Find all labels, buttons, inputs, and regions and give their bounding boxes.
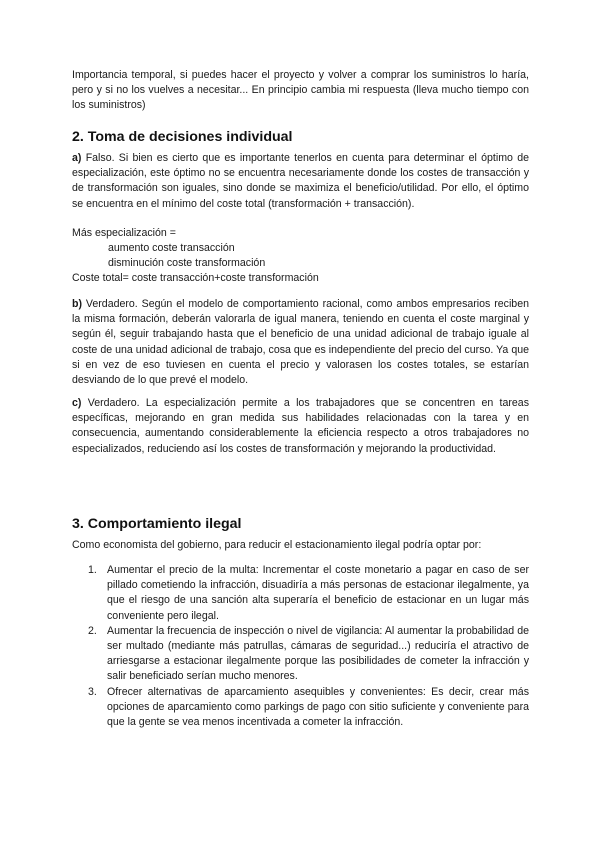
answer-b-paragraph <box>72 297 529 388</box>
answer-c-text: Verdadero. La especialización permite a los trabajadores que se concentren en tareas específicas, mejorando en gran medida sus habilidades relacionadas con la tarea y en consecuencia, aumentando considerablemente la eficiencia respecto a otros trabajadores no especializados, reduciendo así los costes de transformación y mejorando la productividad. <box>72 397 529 455</box>
section-2-heading: 2. Toma de decisiones individual <box>72 129 293 145</box>
list-item-text: Ofrecer alternativas de aparcamiento asequibles y convenientes: Es decir, crear más opciones de aparcamiento como parkings de pago con sitio suficiente y conveniente para que la gente se vea menos incentivada a cometer la infracción. <box>107 685 529 729</box>
formula-line-1: Más especialización = <box>72 227 176 239</box>
list-item-text: Aumentar la frecuencia de inspección o nivel de vigilancia: Al aumentar la probabilidad de ser multado (mediante más patrullas, cámaras de seguridad...) reduciría el atractivo de arriesgarse a estacionar ilegalmente porque las posibilidades de cometer la infracción y salir beneficiado serían mucho menores. <box>107 624 529 683</box>
section-3-heading: 3. Comportamiento ilegal <box>72 516 242 532</box>
list-item-number: 2. <box>88 624 97 637</box>
answer-c-label: c) <box>72 397 82 409</box>
section-3-lead: Como economista del gobierno, para reducir el estacionamiento ilegal podría optar por: <box>72 539 482 551</box>
list-item <box>72 624 529 685</box>
formula-line-4: Coste total= coste transacción+coste transformación <box>72 272 319 284</box>
list-item-number: 1. <box>88 564 97 576</box>
answer-b-text: Verdadero. Según el modelo de comportamiento racional, como ambos empresarios reciben la misma formación, deberán valorarla de igual manera, teniendo en cuenta el coste marginal y según él, seguir trabajando hasta que el beneficio de una unidad adicional de trabajo iguale al coste de una unidad adicional de trabajo, cosa que es independiente del precio del curso. Ya que si en vez de eso tuviesen en cuenta el precio y valorasen los costes totales, se estarían desviando de lo que prevé el modelo. <box>72 298 529 387</box>
list-item <box>72 685 529 731</box>
list-item-number: 3. <box>88 685 97 698</box>
answer-a-label: a) <box>72 152 82 164</box>
formula-line-2: aumento coste transacción <box>108 242 235 254</box>
formula-line-3: disminución coste transformación <box>108 257 266 269</box>
list-item-text: Aumentar el precio de la multa: Incrementar el coste monetario a pagar en caso de ser pillado cometiendo la infracción, disuadiría a más personas de estacionar ilegalmente, ya que el riesgo de una sanción alta superaría el beneficio de estacionar en un lugar más conveniente pero ilegal. <box>107 564 529 622</box>
intro-paragraph: Importancia temporal, si puedes hacer el proyecto y volver a comprar los suministros lo haría, pero y si no los vuelves a necesitar... En principio cambia mi respuesta (lleva mucho tiempo con los suministros) <box>72 69 529 112</box>
answer-b-label: b) <box>72 298 82 310</box>
list-item <box>72 563 529 624</box>
measures-list <box>72 563 529 730</box>
answer-a-text: Falso. Si bien es cierto que es importante tenerlos en cuenta para determinar el óptimo de especialización, este óptimo no se encuentra necesariamente donde los costes de transacción y de transformación son iguales, sino donde se maximiza el beneficio/utilidad. Por ello, el óptimo se encuentra en el mínimo del coste total (transformación + transacción). <box>72 152 529 210</box>
answer-c-paragraph <box>72 396 529 457</box>
answer-a-paragraph <box>72 151 529 212</box>
